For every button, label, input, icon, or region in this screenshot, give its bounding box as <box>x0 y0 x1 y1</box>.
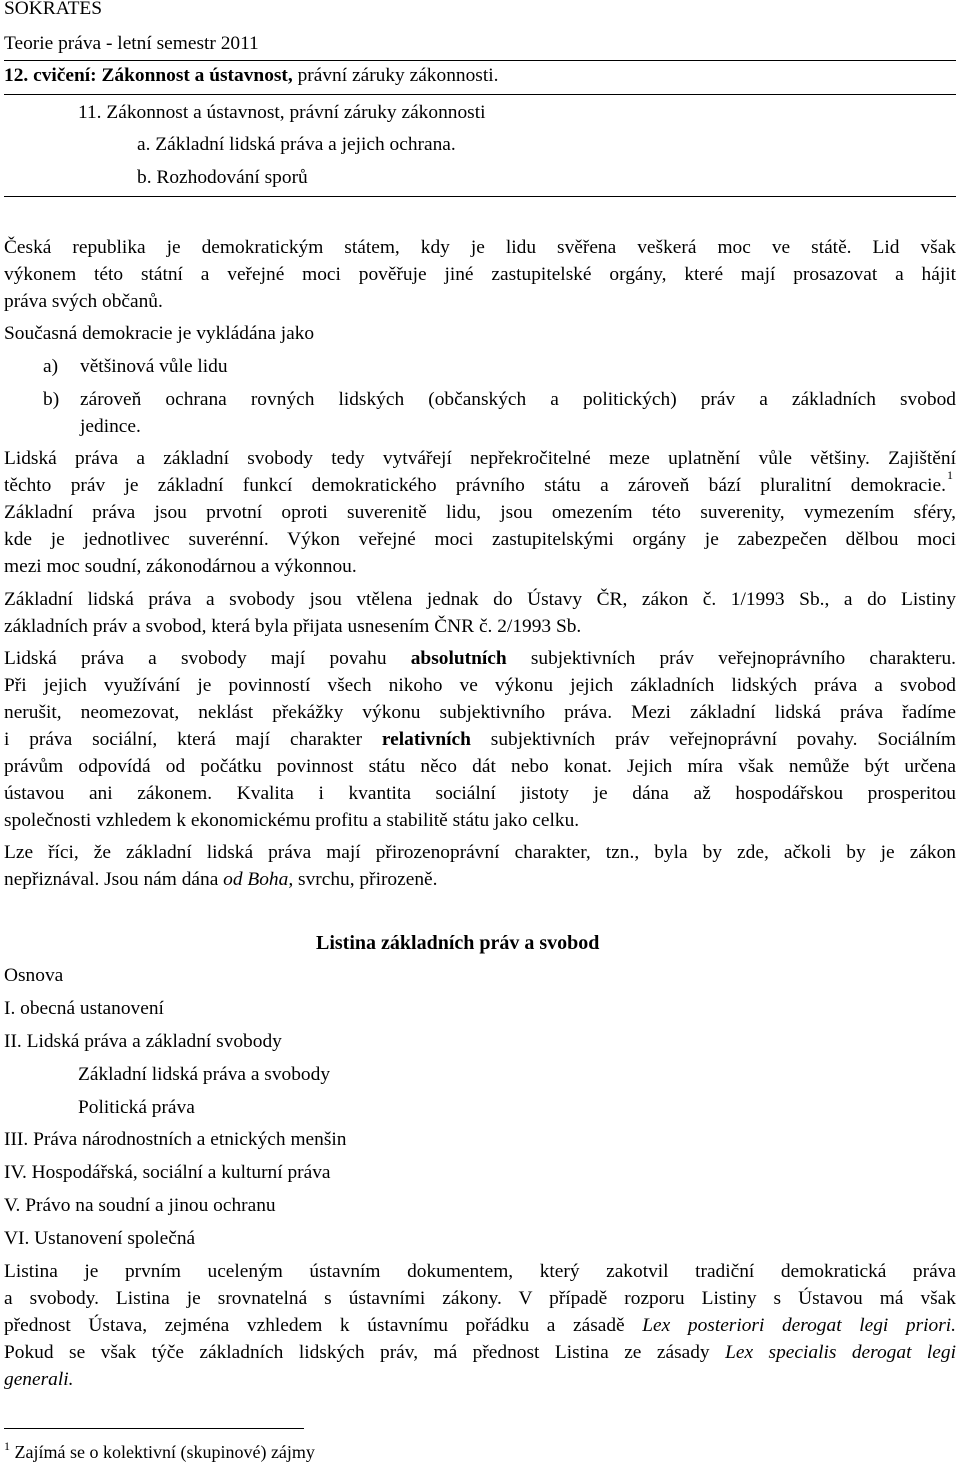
absolute-line-4-pre: i práva sociální, která mají charakter <box>4 729 382 750</box>
absolute-line-7: společnosti vzhledem k ekonomickému profitu a stabilitě státu jako celku. <box>4 810 580 831</box>
list-marker-a: a) <box>43 356 59 377</box>
topic-rule <box>4 196 956 197</box>
charter-line-4 <box>4 1341 956 1365</box>
charter-line-3-pre: přednost Ústava, zejména vzhledem k ústavnímu pořádku a zásadě <box>4 1315 643 1336</box>
intro-line-1: Česká republika je demokratickým státem, kdy je lidu svěřena veškerá moc ve státě. Lid však <box>4 237 956 258</box>
exercise-title-bold: 12. cvičení: Zákonnost a ústavnost, <box>4 65 293 86</box>
absolute-line-1-pre: Lidská práva a svobody mají povahu <box>4 648 411 669</box>
absolute-line-4-post: subjektivních práv veřejnoprávní povahy. Sociálním <box>470 729 956 750</box>
rights-line-2-text: těchto práv je základní funkcí demokratického právního státu a zároveň bází pluralitní demokracie. <box>4 475 946 496</box>
charter-line-3 <box>4 1314 956 1338</box>
rights-line-4: kde je jednotlivec suverénní. Výkon veřejné moci zastupitelskými orgány je zabezpečen dělbou moci <box>4 529 956 550</box>
outline-item-6: VI. Ustanovení společná <box>4 1228 196 1249</box>
democracy-lead: Současná demokracie je vykládána jako <box>4 323 315 344</box>
outline-item-1: I. obecná ustanovení <box>4 998 164 1019</box>
charter-line-3-italic: Lex posteriori derogat legi priori. <box>642 1315 956 1336</box>
charter-line-5: generali. <box>4 1369 74 1390</box>
relative-term: relativních <box>381 729 471 750</box>
charter-line-2: a svobody. Listina je srovnatelná s ústavními zákony. V případě rozporu Listiny s Ústavou má však <box>4 1288 956 1309</box>
charter-line-4-italic: Lex specialis derogat legi <box>725 1342 956 1363</box>
absolute-line-4 <box>4 728 956 752</box>
intro-line-2: výkonem této státní a veřejné moci pověřuje jiné zastupitelské orgány, které mají prosazovat a hájit <box>4 264 956 285</box>
absolute-line-1 <box>4 647 956 671</box>
rights-line-3: Základní práva jsou prvotní oproti suverenitě lidu, jsou omezením této suverenity, vymezením sféry, <box>4 502 956 523</box>
header-rule-bottom <box>4 94 956 95</box>
natural-line-1: Lze říci, že základní lidská práva mají přirozenoprávní charakter, tzn., byla by zde, ačkoli by je zákon <box>4 842 956 863</box>
natural-line-2-post: svrchu, přirozeně. <box>293 869 438 890</box>
footnote-ref-mark: 1 <box>947 467 953 482</box>
constitution-line-2: základních práv a svobod, která byla přijata usnesením ČNR č. 2/1993 Sb. <box>4 616 582 637</box>
topic-item-a: a. Základní lidská práva a jejich ochrana. <box>137 134 456 155</box>
list-item-b-line-1: zároveň ochrana rovných lidských (občanských a politických) práv a základních svobod <box>80 389 956 410</box>
exercise-title-rest: právní záruky zákonnosti. <box>292 65 499 86</box>
footnote-text: Zajímá se o kolektivní (skupinové) zájmy <box>10 1442 315 1462</box>
list-item-a: většinová vůle lidu <box>80 356 228 377</box>
footnote-number: 1 <box>4 1439 10 1453</box>
list-item-b-line-2: jedince. <box>80 416 141 437</box>
absolute-line-2: Při jejich využívání je povinností všech nikoho ve výkonu jejich základních lidských práva a svobod <box>4 675 956 696</box>
list-marker-b: b) <box>43 389 60 410</box>
rights-line-1: Lidská práva a základní svobody tedy vytvářejí nepřekročitelné meze uplatnění vůle většiny. Zajištění <box>4 448 956 469</box>
natural-line-2 <box>4 868 956 892</box>
outline-subitem-1: Základní lidská práva a svobody <box>78 1064 331 1085</box>
natural-line-2-italic: od Boha, <box>223 869 294 890</box>
absolute-line-5: právům odpovídá od počátku povinnost státu něco dát nebo konat. Jejich míra však nemůže být určena <box>4 756 956 777</box>
outline-subitem-2: Politická práva <box>78 1097 195 1118</box>
charter-line-4-pre: Pokud se však týče základních lidských práv, má přednost Listina ze zásady <box>4 1342 726 1363</box>
constitution-line-1: Základní lidská práva a svobody jsou vtělena jednak do Ústavy ČR, zákon č. 1/1993 Sb., a do Listiny <box>4 589 956 610</box>
outline-item-3: III. Práva národnostních a etnických menšin <box>4 1129 347 1150</box>
outline-label: Osnova <box>4 965 64 986</box>
outline-item-4: IV. Hospodářská, sociální a kulturní práva <box>4 1162 331 1183</box>
footnote-ref <box>947 467 953 494</box>
app-title: SOKRATES <box>4 0 103 19</box>
rights-line-2 <box>4 474 946 498</box>
charter-heading: Listina základních práv a svobod <box>316 932 600 954</box>
header-rule-top <box>4 60 956 61</box>
footnote-rule <box>4 1428 304 1429</box>
course-title: Teorie práva - letní semestr 2011 <box>4 33 259 54</box>
outline-item-5: V. Právo na soudní a jinou ochranu <box>4 1195 276 1216</box>
absolute-line-6: ústavou ani zákonem. Kvalita i kvantita sociální jistoty je dána až hospodářskou prosperitou <box>4 783 956 804</box>
rights-line-5: mezi moc soudní, zákonodárnou a výkonnou. <box>4 556 357 577</box>
absolute-term: absolutních <box>410 648 507 669</box>
outline-item-2: II. Lidská práva a základní svobody <box>4 1031 282 1052</box>
absolute-line-3: nerušit, neomezovat, neklást překážky výkonu subjektivního práva. Mezi základní lidská práva řadíme <box>4 702 956 723</box>
natural-line-2-pre: nepřiznával. Jsou nám dána <box>4 869 224 890</box>
absolute-line-1-post: subjektivních práv veřejnoprávního charakteru. <box>506 648 957 669</box>
footnote <box>4 1440 315 1464</box>
charter-line-1: Listina je prvním uceleným ústavním dokumentem, který zakotvil tradiční demokratická práva <box>4 1261 956 1282</box>
topic-title: 11. Zákonnost a ústavnost, právní záruky zákonnosti <box>78 102 486 123</box>
intro-line-3: práva svých občanů. <box>4 291 163 312</box>
exercise-title <box>4 64 498 88</box>
topic-item-b: b. Rozhodování sporů <box>137 167 308 188</box>
